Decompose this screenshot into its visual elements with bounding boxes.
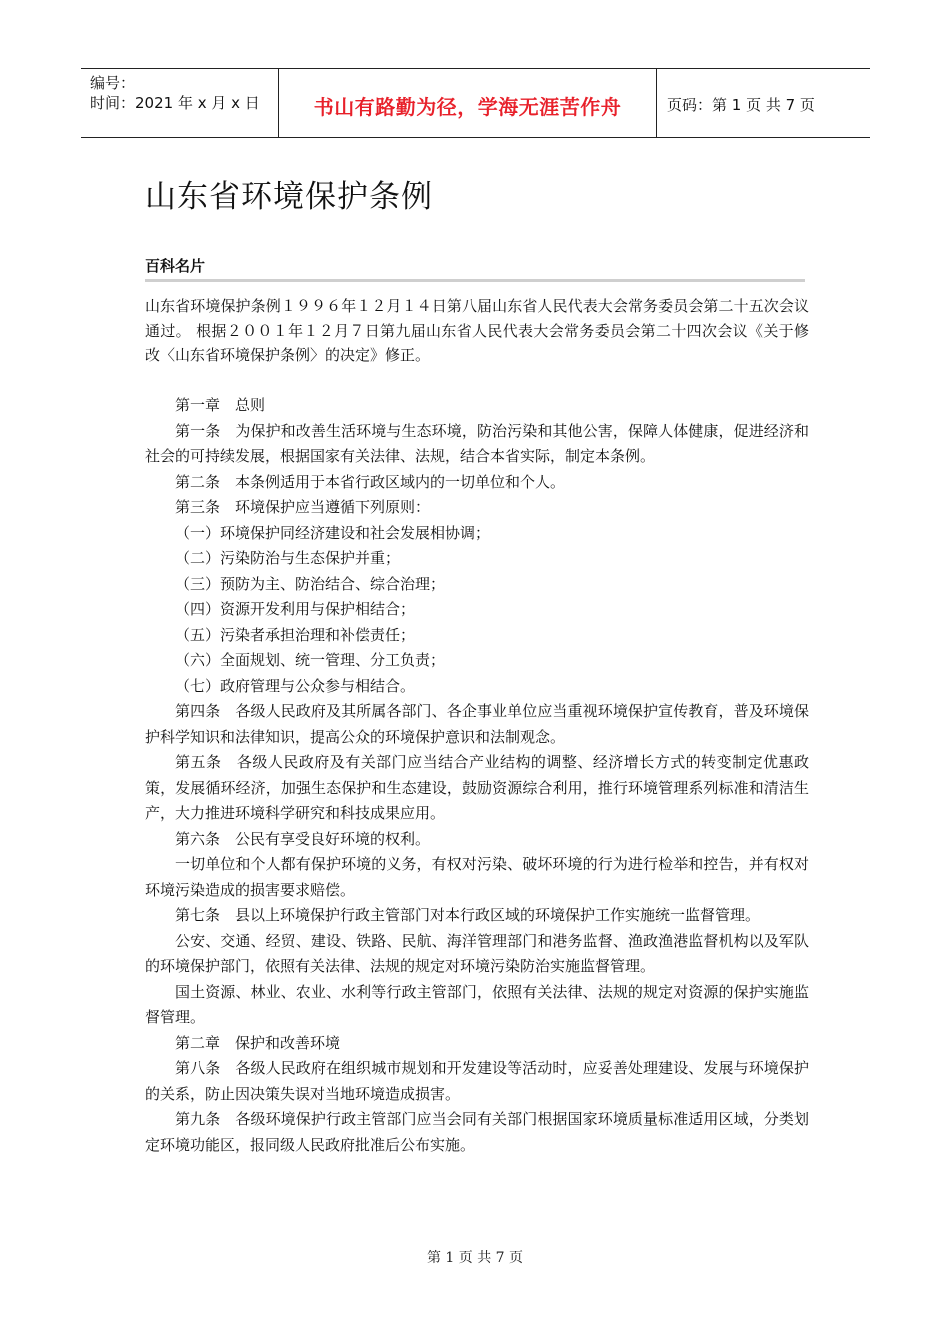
principle-item: （一）环境保护同经济建设和社会发展相协调； bbox=[175, 523, 491, 542]
article-paragraph: 第九条 各级环境保护行政主管部门应当会同有关部门根据国家环境质量标准适用区域，分类划定环境功能区，报同级人民政府批准后公布实施。 bbox=[145, 1110, 809, 1154]
article-paragraph: 第五条 各级人民政府及有关部门应当结合产业结构的调整、经济增长方式的转变制定优惠政策，发展循环经济，加强生态保护和生态建设，鼓励资源综合利用，推行环境管理系列标准和清洁生产，大力推进环境科学研究和科技成果应用。 bbox=[145, 753, 809, 822]
header-meta-cell bbox=[81, 69, 279, 137]
principle-item: （二）污染防治与生态保护并重； bbox=[175, 549, 401, 567]
chapter-heading: 第二章 保护和改善环境 bbox=[175, 1033, 341, 1052]
article-paragraph: 公安、交通、经贸、建设、铁路、民航、海洋管理部门和港务监督、渔政渔港监督机构以及军队的环境保护部门，依照有关法律、法规的规定对环境污染防治实施监督管理。 bbox=[145, 931, 809, 975]
header-motto-cell bbox=[279, 69, 657, 137]
article-paragraph: 第八条 各级人民政府在组织城市规划和开发建设等活动时，应妥善处理建设、发展与环境保护的关系，防止因决策失误对当地环境造成损害。 bbox=[145, 1059, 809, 1103]
article-paragraph: 一切单位和个人都有保护环境的义务，有权对污染、破坏环境的行为进行检举和控告，并有权对环境污染造成的损害要求赔偿。 bbox=[145, 855, 809, 899]
header-table bbox=[81, 68, 870, 138]
chapter-heading: 第一章 总则 bbox=[175, 396, 266, 414]
article-paragraph: 第六条 公民有享受良好环境的权利。 bbox=[175, 829, 431, 848]
article-paragraph: 国土资源、林业、农业、水利等行政主管部门，依照有关法律、法规的规定对资源的保护实施监督管理。 bbox=[145, 982, 809, 1026]
principle-item: （四）资源开发利用与保护相结合； bbox=[175, 600, 416, 618]
article-paragraph: 第二条 本条例适用于本省行政区域内的一切单位和个人。 bbox=[175, 472, 566, 491]
article-paragraph: 第三条 环境保护应当遵循下列原则： bbox=[175, 498, 431, 516]
article-paragraph: 第四条 各级人民政府及其所属各部门、各企事业单位应当重视环境保护宣传教育，普及环境保护科学知识和法律知识，提高公众的环境保护意识和法制观念。 bbox=[145, 702, 809, 746]
document-title: 山东省环境保护条例 bbox=[145, 179, 433, 215]
section-label: 百科名片 bbox=[145, 257, 206, 275]
principle-item: （三）预防为主、防治结合、综合治理； bbox=[175, 574, 446, 593]
document-body bbox=[145, 393, 809, 1158]
document-number-label: 编号： bbox=[90, 74, 136, 92]
section-divider bbox=[145, 279, 805, 282]
article-paragraph: 第七条 县以上环境保护行政主管部门对本行政区域的环境保护工作实施统一监督管理。 bbox=[175, 906, 761, 924]
principle-item: （七）政府管理与公众参与相结合。 bbox=[175, 676, 416, 695]
page-footer: 第 1 页 共 7 页 bbox=[426, 1250, 524, 1266]
intro-paragraph: 山东省环境保护条例１９９６年１２月１４日第八届山东省人民代表大会常务委员会第二十五次会议通过。 根据２００１年１２月７日第九届山东省人民代表大会常务委员会第二十四次会议《关于修改〈山东省环境保护条例〉的决定》修正。 bbox=[145, 297, 809, 364]
header-page-cell bbox=[657, 69, 870, 137]
document-time-label: 时间：2021 年 x 月 x 日 bbox=[90, 94, 260, 112]
header-motto: 书山有路勤为径，学海无涯苦作舟 bbox=[313, 95, 622, 119]
article-paragraph: 第一条 为保护和改善生活环境与生态环境，防治污染和其他公害，保障人体健康，促进经济和社会的可持续发展，根据国家有关法律、法规，结合本省实际，制定本条例。 bbox=[145, 421, 809, 465]
principle-item: （五）污染者承担治理和补偿责任； bbox=[175, 625, 416, 644]
header-page-code: 页码：第 1 页 共 7 页 bbox=[667, 96, 815, 114]
principle-item: （六）全面规划、统一管理、分工负责； bbox=[175, 651, 446, 669]
